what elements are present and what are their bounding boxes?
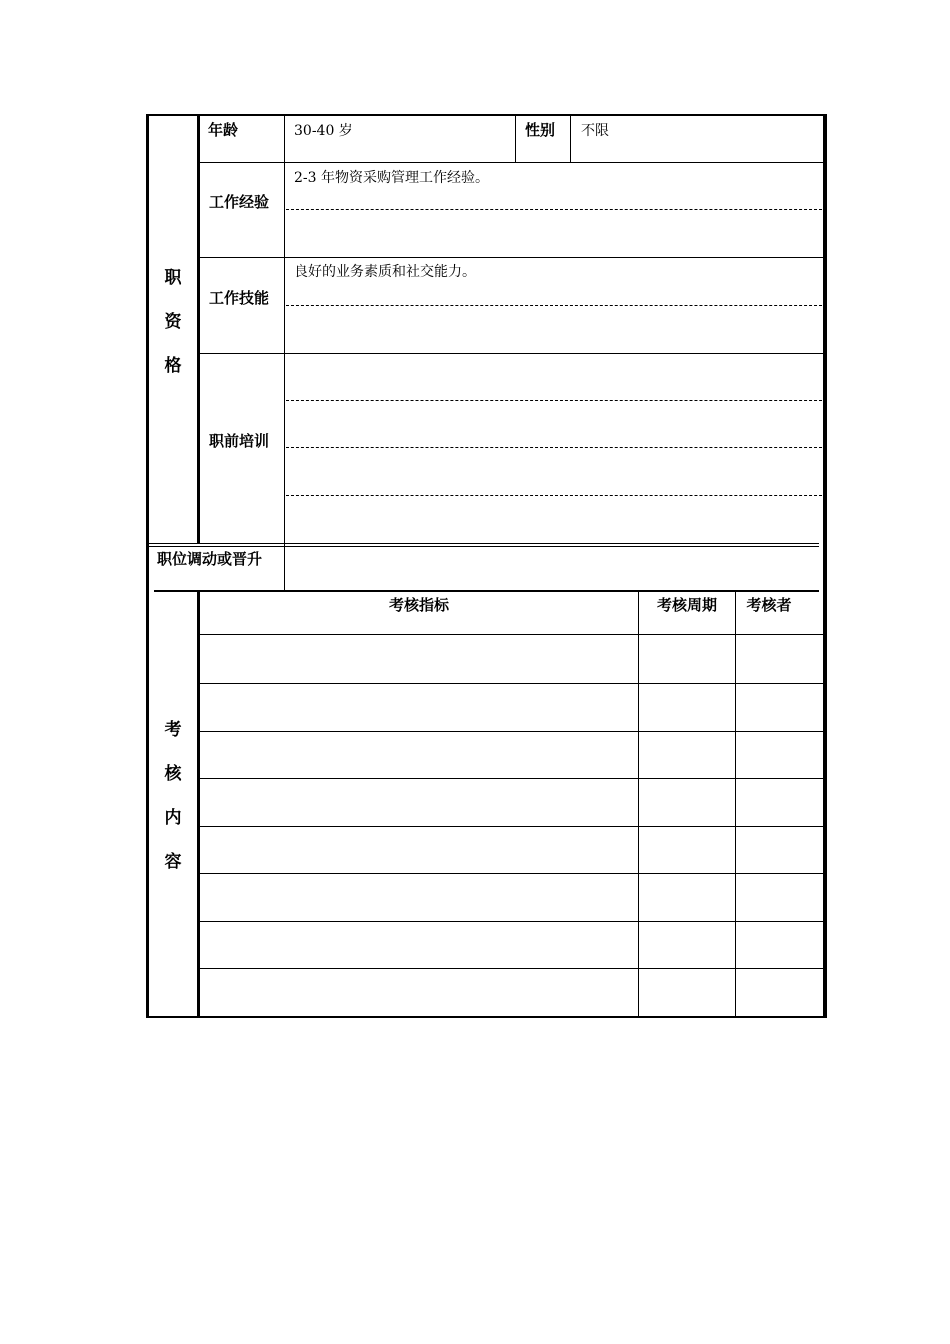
assessment-label-char: 容 [164, 852, 182, 872]
period-assessor-divider [735, 591, 736, 1018]
qualification-label-char: 资 [164, 312, 182, 332]
skills-label: 工作技能 [209, 289, 270, 307]
gender-label-divider [570, 114, 571, 163]
table-bottom-border [146, 1016, 827, 1018]
assessment-row-line [199, 873, 824, 874]
skills-value: 良好的业务素质和社交能力。 [294, 264, 476, 280]
training-dashed-line [286, 400, 822, 401]
table-top-border [146, 114, 827, 116]
age-label: 年龄 [208, 121, 239, 139]
gender-value: 不限 [581, 123, 609, 139]
assessment-row-line [199, 683, 824, 684]
indicator-period-divider [638, 591, 639, 1018]
experience-label: 工作经验 [209, 193, 270, 211]
section-line-qualification-2 [149, 546, 819, 547]
assessment-row-line [199, 731, 824, 732]
experience-value: 2-3 年物资采购管理工作经验。 [294, 170, 489, 186]
age-gender-divider [515, 114, 516, 163]
assessment-row-line [199, 921, 824, 922]
row-line-skills [197, 353, 824, 354]
training-dashed-line [286, 447, 822, 448]
qualification-section-label [147, 256, 199, 388]
row-line-experience [197, 257, 824, 258]
section-line-transfer [154, 590, 819, 592]
period-header: 考核周期 [656, 596, 717, 614]
assessment-header-line [199, 634, 824, 635]
experience-dashed-line [286, 209, 822, 210]
section-line-qualification [149, 543, 819, 544]
transfer-label: 职位调动或晋升 [157, 550, 263, 568]
row-line-age [197, 162, 824, 163]
training-label: 职前培训 [209, 432, 270, 450]
skills-dashed-line [286, 305, 822, 306]
table-right-border [823, 114, 827, 1018]
qualification-label-char: 格 [164, 356, 182, 376]
indicator-header: 考核指标 [388, 596, 449, 614]
age-value: 30-40 岁 [294, 123, 353, 139]
assessment-label-char: 核 [164, 764, 182, 784]
assessment-row-line [199, 826, 824, 827]
qualification-label-char: 职 [164, 268, 182, 288]
assessment-row-line [199, 778, 824, 779]
assessment-section-label [147, 708, 199, 884]
assessment-label-char: 考 [164, 720, 182, 740]
training-dashed-line [286, 495, 822, 496]
assessment-label-char: 内 [164, 808, 182, 828]
assessor-header: 考核者 [746, 596, 792, 614]
assessment-row-line [199, 968, 824, 969]
gender-label: 性别 [525, 121, 556, 139]
